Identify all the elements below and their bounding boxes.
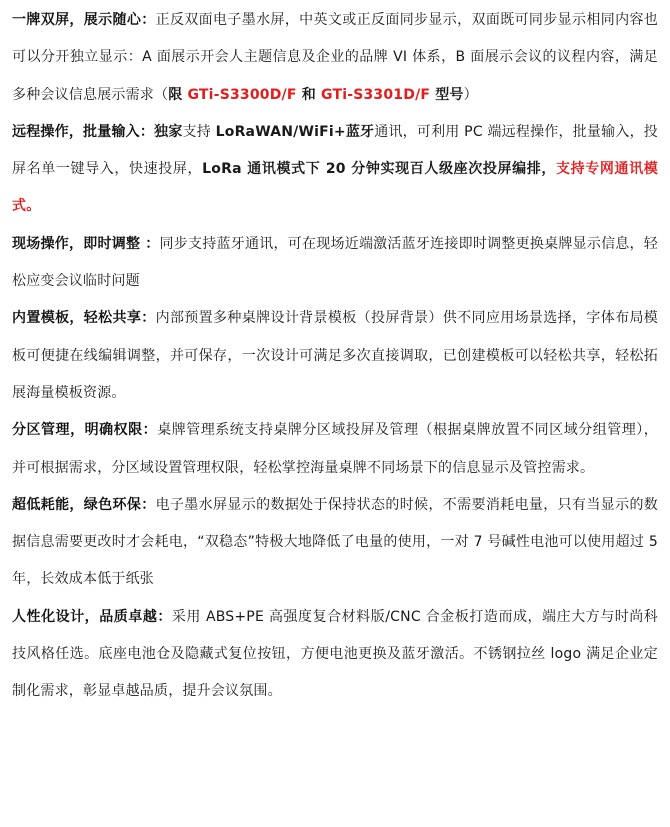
heading-low-power: 超低耗能，绿色环保： [12,496,156,513]
protocol-list: LoRaWAN/WiFi+蓝牙 [215,123,375,140]
model-name-s3300: GTi-S3300D/F [187,86,297,103]
heading-templates: 内置模板，轻松共享： [12,310,156,327]
lora-highlight: LoRa 通讯模式下 20 分钟实现百人级座次投屏编排， [202,161,557,178]
body-dual-screen: 正反双面电子墨水屏，中英文或正反面同步显示，双面既可同步显示相同内容也可以分开独立显示：A 面展示开会人主题信息及企业的品牌 VI 体系，B 面展示会议的议程内容，满足多种会议信息展示需求（ [12,12,659,103]
exclusive-label: 独家 [154,123,183,140]
paragraph-dual-screen [12,2,658,114]
body-zone-management: 桌牌管理系统支持桌牌分区域投屏及管理（根据桌牌放置不同区域分组管理），并可根据需求，分区域设置管理权限，轻松掌控海量桌牌不同场景下的信息显示及管控需求。 [12,422,659,476]
body-remote-operation: 通讯，可利用 PC 端远程操作，批量输入，投屏名单一键导入，快速投屏， [12,123,658,178]
paragraph-templates [12,300,658,412]
paragraph-zone-management [12,412,658,487]
close-paren: ） [463,86,478,103]
body-design: 采用 ABS+PE 高强度复合材料版/CNC 合金板打造而成，端庄大方与时尚科技风格任选。底座电池仓及隐藏式复位按钮，方便电池更换及蓝牙激活。不锈钢拉丝 logo 满足企业定制化需求，彰显卓越品质，提升会议氛围。 [12,608,658,700]
paragraph-remote-operation [12,114,658,226]
heading-dual-screen: 一牌双屏，展示随心： [12,12,156,28]
paragraph-design [12,599,658,711]
heading-zone-management: 分区管理，明确权限： [12,422,158,439]
model-conjunction: 和 [296,86,321,103]
private-network-note: 支持专网通讯模式。 [12,161,658,215]
body-low-power: 电子墨水屏显示的数据处于保持状态的时候，不需要消耗电量，只有当显示的数据信息需要更改时才会耗电，“双稳态”特极大地降低了电量的使用，一对 7 号碱性电池可以使用超过 5 年，长效成本低于纸张 [12,496,659,588]
model-name-s3301: GTi-S3301D/F [321,86,431,103]
body-onsite-operation: 同步支持蓝牙通讯，可在现场近端激活蓝牙连接即时调整更换桌牌显示信息，轻松应变会议临时问题 [12,235,658,290]
heading-design: 人性化设计，品质卓越： [12,608,172,625]
support-text: 支持 [182,123,216,140]
paragraph-onsite-operation [12,226,658,301]
model-suffix: 型号 [430,86,464,103]
heading-remote-operation: 远程操作，批量输入： [12,123,155,140]
paragraph-low-power [12,487,658,599]
body-templates: 内部预置多种桌牌设计背景模板（投屏背景）供不同应用场景选择，字体布局模板可便捷在线编辑调整，并可保存，一次设计可满足多次直接调取，已创建模板可以轻松共享，轻松拓展海量模板资源。 [12,310,659,401]
model-limit-prefix: 限 [168,86,188,103]
heading-onsite-operation: 现场操作，即时调整 ： [12,235,160,252]
